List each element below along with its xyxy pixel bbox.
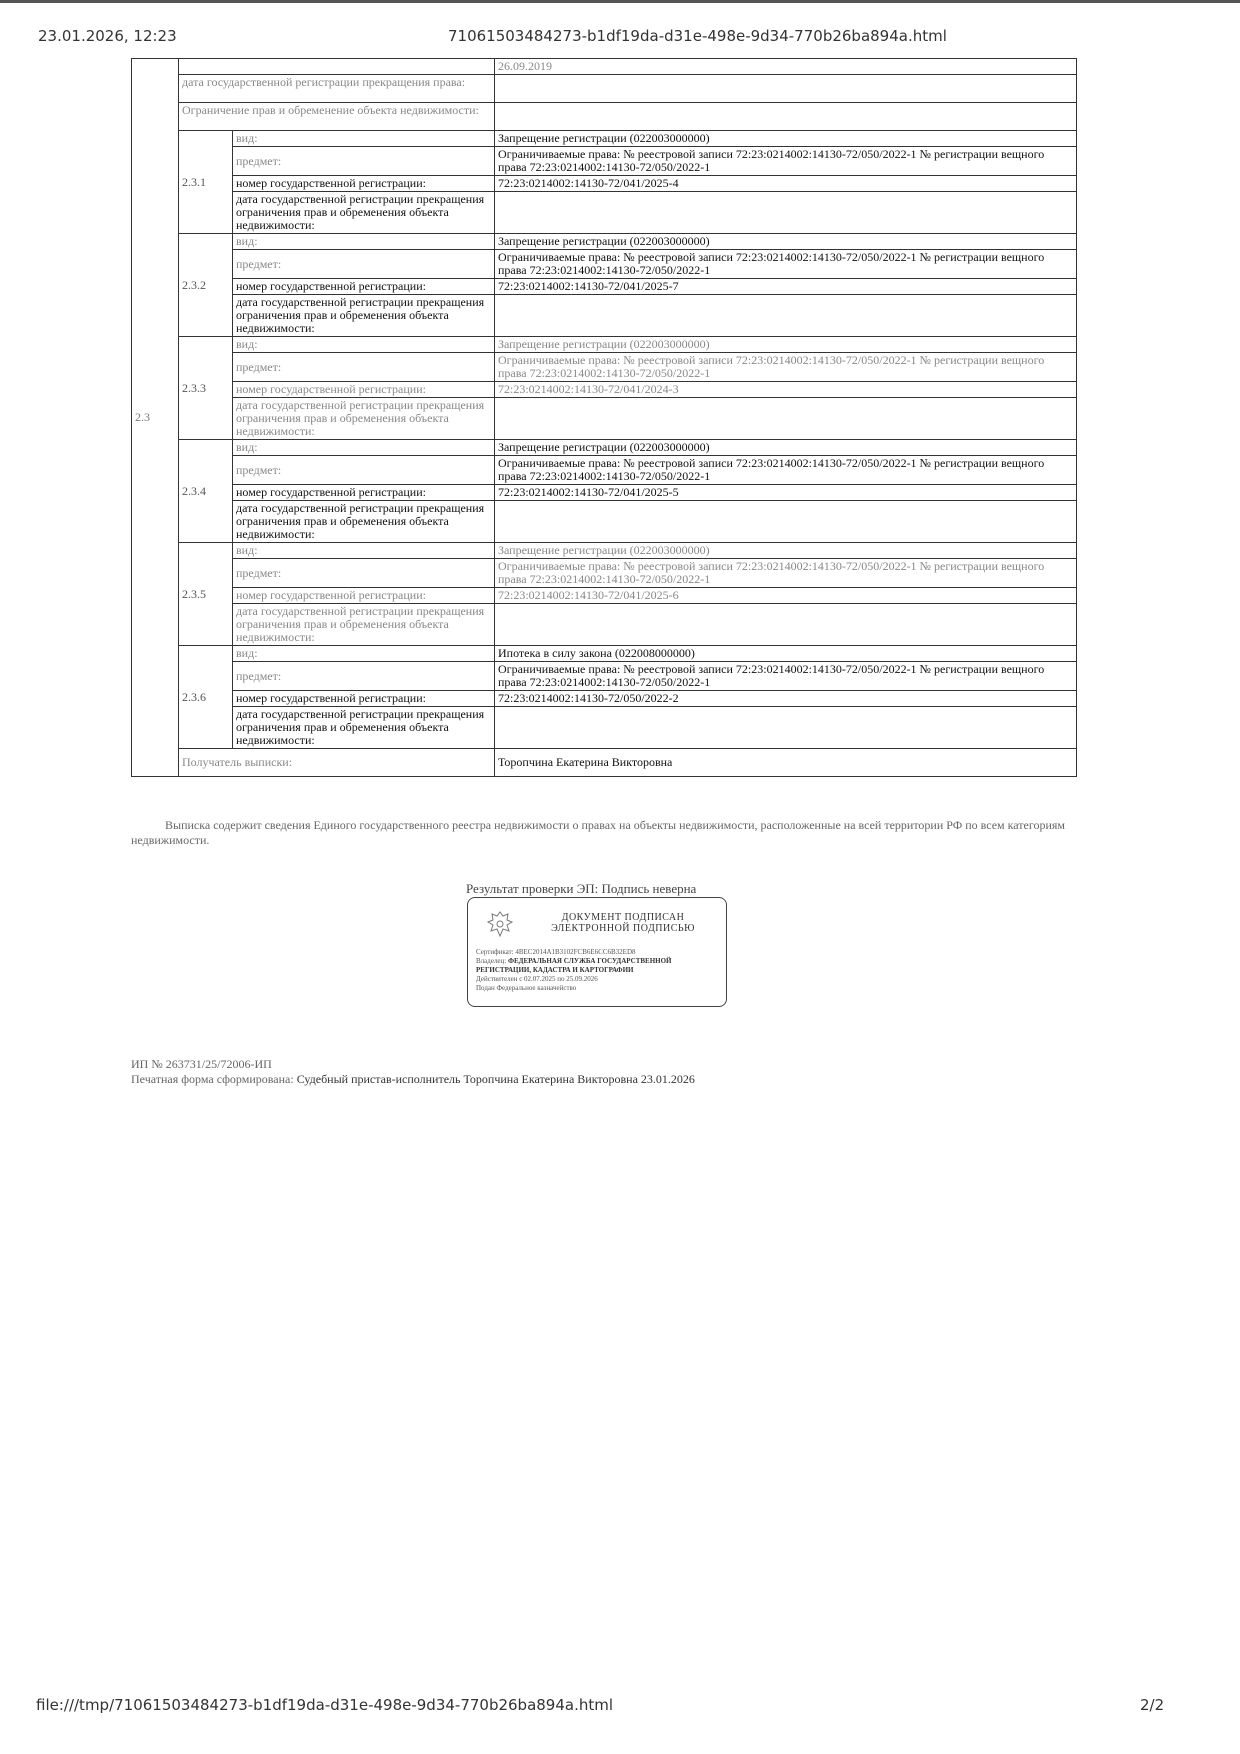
subject-label: предмет: xyxy=(233,353,495,382)
restriction-row-subject xyxy=(132,559,1077,588)
stamp-title xyxy=(538,912,708,934)
kind-label: вид: xyxy=(233,646,495,662)
registry-table-body xyxy=(132,59,1077,777)
restriction-kind: Запрещение регистрации (022003000000) xyxy=(495,337,1077,353)
stamp-issuer: Подан Федеральное казначейство xyxy=(476,984,577,992)
restriction-subject: Ограничиваемые права: № реестровой записи 72:23:0214002:14130-72/050/2022-1 № регистрации вещного права 72:23:0214002:14130-72/050/2022-1 xyxy=(495,559,1077,588)
kind-label: вид: xyxy=(233,234,495,250)
reg-number-label: номер государственной регистрации: xyxy=(233,691,495,707)
restriction-reg-number: 72:23:0214002:14130-72/041/2025-6 xyxy=(495,588,1077,604)
printed-form-value: Судебный пристав-исполнитель Торопчина Екатерина Викторовна 23.01.2026 xyxy=(296,1072,695,1086)
reg-number-label: номер государственной регистрации: xyxy=(233,485,495,501)
termination-date-label: дата государственной регистрации прекращения ограничения прав и обременения объекта недвижимости: xyxy=(233,192,495,234)
print-datetime: 23.01.2026, 12:23 xyxy=(38,27,177,45)
stamp-details xyxy=(476,948,721,993)
restriction-termination-date xyxy=(495,604,1077,646)
blank-label-cell xyxy=(179,59,495,75)
subject-label: предмет: xyxy=(233,559,495,588)
subject-label: предмет: xyxy=(233,250,495,279)
stamp-title-line-1: ДОКУМЕНТ ПОДПИСАН xyxy=(561,912,685,923)
restriction-reg-number: 72:23:0214002:14130-72/041/2025-5 xyxy=(495,485,1077,501)
restriction-number: 2.3.2 xyxy=(179,234,233,337)
subject-label: предмет: xyxy=(233,456,495,485)
restriction-row-subject xyxy=(132,662,1077,691)
restriction-row-termination xyxy=(132,192,1077,234)
termination-date-label: дата государственной регистрации прекращения ограничения прав и обременения объекта недвижимости: xyxy=(233,295,495,337)
restriction-termination-date xyxy=(495,398,1077,440)
restriction-row-kind xyxy=(132,646,1077,662)
restriction-kind: Запрещение регистрации (022003000000) xyxy=(495,440,1077,456)
table-row xyxy=(132,103,1077,131)
restriction-number: 2.3.6 xyxy=(179,646,233,749)
restriction-row-subject xyxy=(132,456,1077,485)
kind-label: вид: xyxy=(233,440,495,456)
restriction-row-regnum xyxy=(132,691,1077,707)
restriction-row-kind xyxy=(132,440,1077,456)
stamp-owner: ФЕДЕРАЛЬНАЯ СЛУЖБА ГОСУДАРСТВЕННОЙ РЕГИСТРАЦИИ, КАДАСТРА И КАРТОГРАФИИ xyxy=(476,957,672,974)
e-signature-stamp xyxy=(467,897,727,1007)
termination-date-label: дата государственной регистрации прекращения ограничения прав и обременения объекта недвижимости: xyxy=(233,707,495,749)
stamp-validity: Действителен с 02.07.2025 по 25.09.2026 xyxy=(476,975,598,983)
subject-label: предмет: xyxy=(233,147,495,176)
stamp-owner-label: Владелец: xyxy=(476,957,507,965)
kind-label: вид: xyxy=(233,543,495,559)
termination-label: дата государственной регистрации прекращения права: xyxy=(179,75,495,103)
restriction-row-termination xyxy=(132,295,1077,337)
signature-check-result: Результат проверки ЭП: Подпись неверна xyxy=(466,881,697,896)
restriction-number: 2.3.1 xyxy=(179,131,233,234)
termination-date-label: дата государственной регистрации прекращения ограничения прав и обременения объекта недвижимости: xyxy=(233,398,495,440)
top-rule xyxy=(0,0,1240,3)
restriction-termination-date xyxy=(495,192,1077,234)
restriction-row-kind xyxy=(132,337,1077,353)
table-row xyxy=(132,59,1077,75)
file-path: file:///tmp/71061503484273-b1df19da-d31e-498e-9d34-770b26ba894a.html xyxy=(36,1696,614,1714)
termination-date-label: дата государственной регистрации прекращения ограничения прав и обременения объекта недвижимости: xyxy=(233,604,495,646)
extract-note: Выписка содержит сведения Единого государственного реестра недвижимости о правах на объекты недвижимости, расположенные на всей территории РФ по всем категориям недвижимости. xyxy=(131,818,1066,847)
top-date-value: 26.09.2019 xyxy=(495,59,1077,75)
termination-value xyxy=(495,75,1077,103)
restriction-kind: Ипотека в силу закона (022008000000) xyxy=(495,646,1077,662)
restriction-subject: Ограничиваемые права: № реестровой записи 72:23:0214002:14130-72/050/2022-1 № регистрации вещного права 72:23:0214002:14130-72/050/2022-1 xyxy=(495,250,1077,279)
restriction-row-regnum xyxy=(132,176,1077,192)
stamp-certificate: Сертификат: 4BEC2014A1B3102FCB6E6CC6B32ED8 xyxy=(476,948,636,956)
restriction-row-kind xyxy=(132,131,1077,147)
restriction-value xyxy=(495,103,1077,131)
kind-label: вид: xyxy=(233,337,495,353)
restriction-number: 2.3.3 xyxy=(179,337,233,440)
recipient-value: Торопчина Екатерина Викторовна xyxy=(495,749,1077,777)
restriction-subject: Ограничиваемые права: № реестровой записи 72:23:0214002:14130-72/050/2022-1 № регистрации вещного права 72:23:0214002:14130-72/050/2022-1 xyxy=(495,662,1077,691)
reg-number-label: номер государственной регистрации: xyxy=(233,176,495,192)
print-filename: 71061503484273-b1df19da-d31e-498e-9d34-770b26ba894a.html xyxy=(448,27,947,45)
stamp-title-line-2: ЭЛЕКТРОННОЙ ПОДПИСЬЮ xyxy=(551,923,695,934)
restriction-row-subject xyxy=(132,250,1077,279)
printed-form-label: Печатная форма сформирована: xyxy=(131,1072,294,1086)
kind-label: вид: xyxy=(233,131,495,147)
stamp-owner-line xyxy=(476,957,721,975)
restriction-row-termination xyxy=(132,398,1077,440)
restriction-row-regnum xyxy=(132,382,1077,398)
reg-number-label: номер государственной регистрации: xyxy=(233,588,495,604)
termination-date-label: дата государственной регистрации прекращения ограничения прав и обременения объекта недвижимости: xyxy=(233,501,495,543)
restriction-label: Ограничение прав и обременение объекта недвижимости: xyxy=(179,103,495,131)
table-row xyxy=(132,749,1077,777)
restriction-row-subject xyxy=(132,353,1077,382)
enforcement-proceeding-number: ИП № 263731/25/72006-ИП xyxy=(131,1057,272,1071)
restriction-kind: Запрещение регистрации (022003000000) xyxy=(495,131,1077,147)
restriction-number: 2.3.4 xyxy=(179,440,233,543)
restriction-kind: Запрещение регистрации (022003000000) xyxy=(495,234,1077,250)
restriction-row-subject xyxy=(132,147,1077,176)
restriction-reg-number: 72:23:0214002:14130-72/050/2022-2 xyxy=(495,691,1077,707)
restriction-row-termination xyxy=(132,707,1077,749)
table-row xyxy=(132,75,1077,103)
restriction-subject: Ограничиваемые права: № реестровой записи 72:23:0214002:14130-72/050/2022-1 № регистрации вещного права 72:23:0214002:14130-72/050/2022-1 xyxy=(495,147,1077,176)
reg-number-label: номер государственной регистрации: xyxy=(233,382,495,398)
restriction-row-kind xyxy=(132,543,1077,559)
section-number: 2.3 xyxy=(132,59,179,777)
restriction-row-regnum xyxy=(132,588,1077,604)
restriction-subject: Ограничиваемые права: № реестровой записи 72:23:0214002:14130-72/050/2022-1 № регистрации вещного права 72:23:0214002:14130-72/050/2022-1 xyxy=(495,353,1077,382)
restriction-kind: Запрещение регистрации (022003000000) xyxy=(495,543,1077,559)
restriction-reg-number: 72:23:0214002:14130-72/041/2025-7 xyxy=(495,279,1077,295)
registry-table xyxy=(131,58,1077,777)
restriction-row-termination xyxy=(132,501,1077,543)
restriction-termination-date xyxy=(495,501,1077,543)
restriction-termination-date xyxy=(495,295,1077,337)
restriction-row-regnum xyxy=(132,485,1077,501)
restriction-row-regnum xyxy=(132,279,1077,295)
restriction-termination-date xyxy=(495,707,1077,749)
subject-label: предмет: xyxy=(233,662,495,691)
coat-of-arms-icon xyxy=(486,910,514,940)
restriction-number: 2.3.5 xyxy=(179,543,233,646)
reg-number-label: номер государственной регистрации: xyxy=(233,279,495,295)
restriction-row-termination xyxy=(132,604,1077,646)
restriction-reg-number: 72:23:0214002:14130-72/041/2024-3 xyxy=(495,382,1077,398)
restriction-reg-number: 72:23:0214002:14130-72/041/2025-4 xyxy=(495,176,1077,192)
page-number: 2/2 xyxy=(1140,1696,1165,1714)
restriction-row-kind xyxy=(132,234,1077,250)
printed-form-line xyxy=(131,1072,695,1087)
recipient-label: Получатель выписки: xyxy=(179,749,495,777)
restriction-subject: Ограничиваемые права: № реестровой записи 72:23:0214002:14130-72/050/2022-1 № регистрации вещного права 72:23:0214002:14130-72/050/2022-1 xyxy=(495,456,1077,485)
